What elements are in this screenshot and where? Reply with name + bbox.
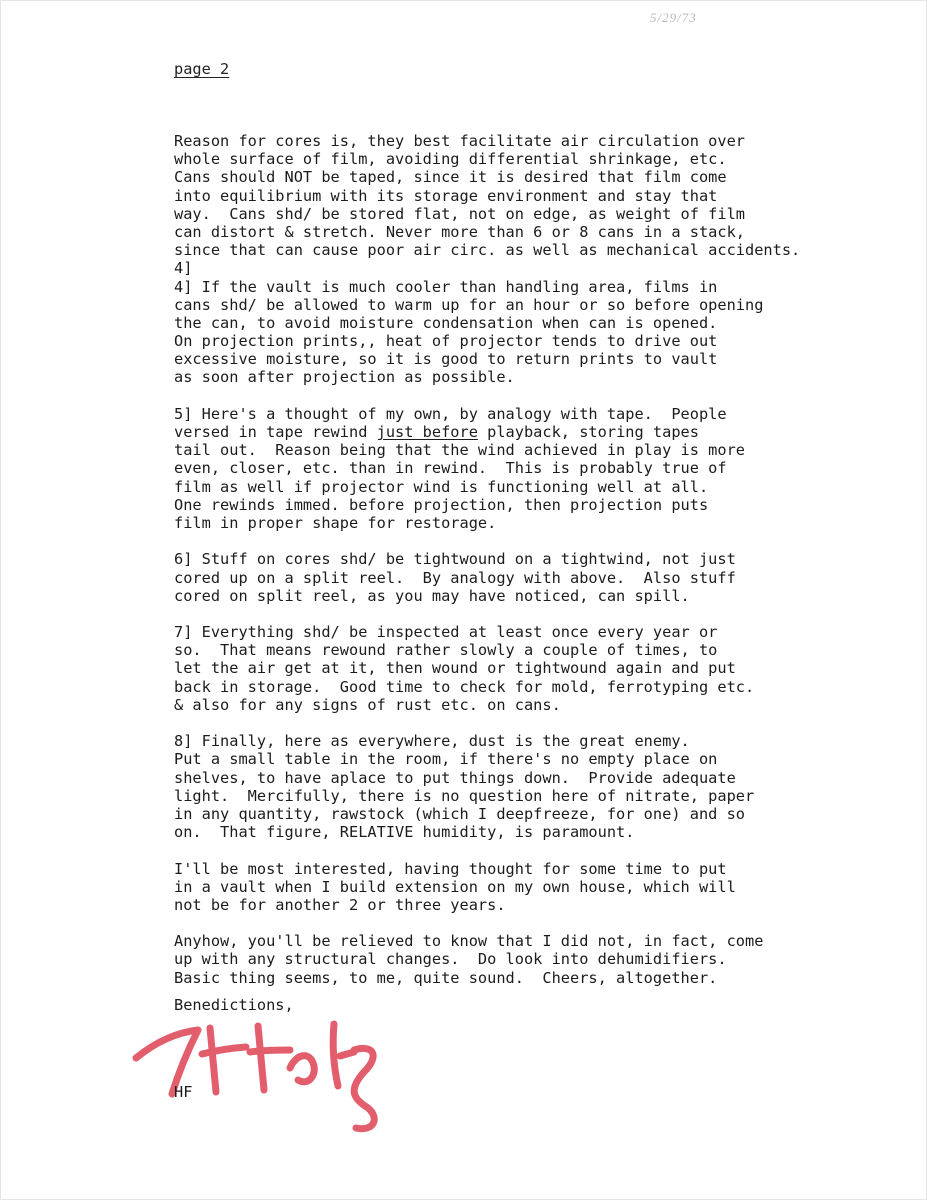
- text-line: light. Mercifully, there is no question here of nitrate, paper: [174, 786, 755, 805]
- text-segment: playback, storing tapes: [477, 423, 699, 441]
- text-line: since that can cause poor air circ. as well as mechanical accidents.: [174, 241, 801, 260]
- text-line: shelves, to have aplace to put things down. Provide adequate: [174, 768, 736, 787]
- text-line: tail out. Reason being that the wind achieved in play is more: [174, 441, 745, 460]
- paragraph-item-4: [174, 278, 914, 387]
- salutation: Benedictions,: [174, 996, 294, 1014]
- letter-body: [174, 132, 914, 1005]
- text-line: 7] Everything shd/ be inspected at least once every year or: [174, 623, 718, 642]
- text-line: 4]: [174, 259, 193, 278]
- text-segment: versed in tape rewind: [174, 423, 377, 441]
- date-annotation: 5/29/73: [650, 10, 697, 25]
- text-line: way. Cans shd/ be stored flat, not on edge, as weight of film: [174, 204, 745, 223]
- text-line: in any quantity, rawstock (which I deepfreeze, for one) and so: [174, 804, 745, 823]
- text-line: On projection prints,, heat of projector tends to drive out: [174, 332, 718, 351]
- paragraph-closing-remarks: [174, 932, 914, 987]
- handwritten-signature: [128, 1010, 388, 1140]
- paragraph-item-6: [174, 550, 914, 605]
- text-line: on. That figure, RELATIVE humidity, is paramount.: [174, 823, 635, 842]
- paragraph-personal-note: [174, 860, 914, 915]
- text-line: in a vault when I build extension on my own house, which will: [174, 877, 736, 896]
- text-line: [174, 423, 914, 441]
- text-line: not be for another 2 or three years.: [174, 895, 506, 914]
- text-line: whole surface of film, avoiding differential shrinkage, etc.: [174, 150, 727, 169]
- paragraph-item-8: [174, 732, 914, 841]
- text-line: cans shd/ be allowed to warm up for an hour or so before opening: [174, 295, 764, 314]
- text-line: Cans should NOT be taped, since it is desired that film come: [174, 168, 727, 187]
- text-line: film as well if projector wind is functioning well at all.: [174, 477, 709, 496]
- text-line: Reason for cores is, they best facilitate air circulation over: [174, 132, 745, 150]
- text-line: back in storage. Good time to check for mold, ferrotyping etc.: [174, 677, 755, 696]
- text-line: 5] Here's a thought of my own, by analogy with tape. People: [174, 404, 727, 423]
- paragraph-item-5: [174, 405, 914, 532]
- text-line: 8] Finally, here as everywhere, dust is the great enemy.: [174, 732, 690, 751]
- text-line: I'll be most interested, having thought for some time to put: [174, 859, 727, 878]
- text-line: & also for any signs of rust etc. on cans.: [174, 695, 561, 714]
- text-line: One rewinds immed. before projection, then projection puts: [174, 495, 709, 514]
- text-line: Anyhow, you'll be relieved to know that I did not, in fact, come: [174, 932, 764, 951]
- signature-strokes: [136, 1024, 374, 1129]
- text-line: can distort & stretch. Never more than 6 or 8 cans in a stack,: [174, 222, 745, 241]
- signer-initials: HF: [174, 1083, 193, 1101]
- underlined-phrase: just before: [376, 423, 478, 441]
- paragraph-cores-and-cans: [174, 132, 914, 278]
- text-line: let the air get at it, then wound or tightwound again and put: [174, 659, 736, 678]
- text-line: cored on split reel, as you may have noticed, can spill.: [174, 586, 690, 605]
- text-line: as soon after projection as possible.: [174, 368, 515, 387]
- text-line: 6] Stuff on cores shd/ be tightwound on a tightwind, not just: [174, 550, 736, 569]
- paragraph-item-7: [174, 623, 914, 714]
- text-line: even, closer, etc. than in rewind. This is probably true of: [174, 459, 727, 478]
- text-line: Put a small table in the room, if there's no empty place on: [174, 750, 718, 769]
- page-number-label: page 2: [174, 60, 230, 78]
- text-line: cored up on a split reel. By analogy with above. Also stuff: [174, 568, 736, 587]
- text-line: film in proper shape for restorage.: [174, 513, 497, 532]
- text-line: 4] If the vault is much cooler than handling area, films in: [174, 277, 718, 296]
- text-line: Basic thing seems, to me, quite sound. Cheers, altogether.: [174, 968, 718, 987]
- text-line: the can, to avoid moisture condensation when can is opened.: [174, 313, 718, 332]
- text-line: so. That means rewound rather slowly a couple of times, to: [174, 641, 718, 660]
- text-line: up with any structural changes. Do look into dehumidifiers.: [174, 950, 727, 969]
- text-line: excessive moisture, so it is good to return prints to vault: [174, 350, 718, 369]
- text-line: into equilibrium with its storage environment and stay that: [174, 186, 718, 205]
